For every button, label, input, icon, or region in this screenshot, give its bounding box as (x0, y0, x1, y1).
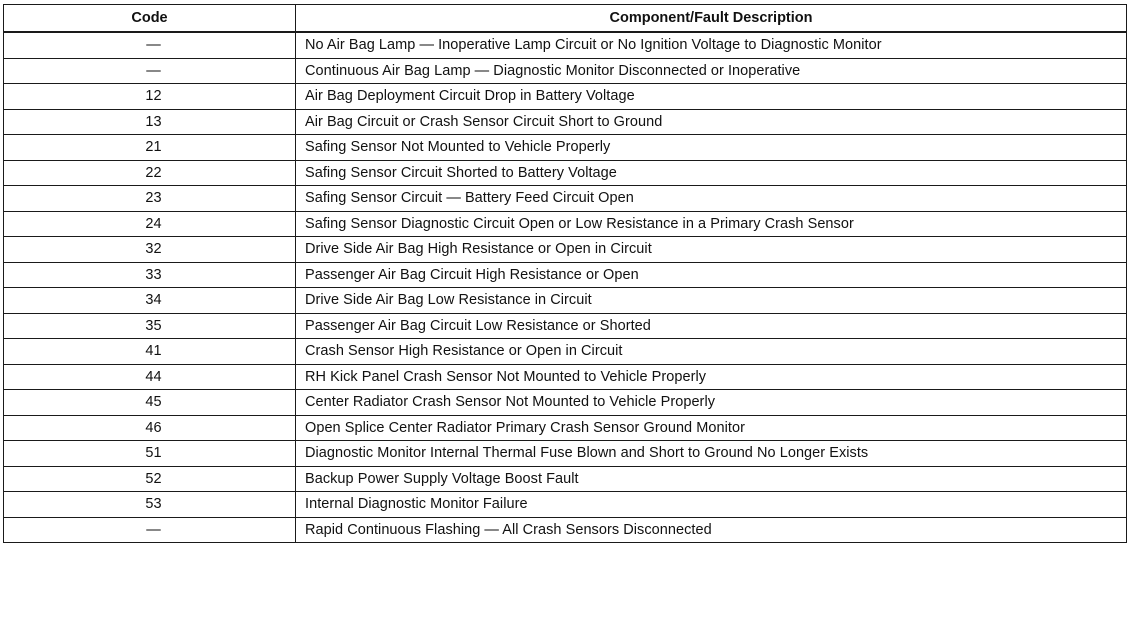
code-cell: 53 (4, 492, 296, 518)
code-cell: 51 (4, 441, 296, 467)
description-cell: Safing Sensor Circuit Shorted to Battery Voltage (296, 160, 1127, 186)
description-cell: Diagnostic Monitor Internal Thermal Fuse Blown and Short to Ground No Longer Exists (296, 441, 1127, 467)
table-row (4, 517, 1127, 543)
description-cell: Air Bag Deployment Circuit Drop in Battery Voltage (296, 84, 1127, 110)
description-cell: Passenger Air Bag Circuit High Resistance or Open (296, 262, 1127, 288)
code-cell: 24 (4, 211, 296, 237)
code-cell: 13 (4, 109, 296, 135)
description-cell: Drive Side Air Bag Low Resistance in Circuit (296, 288, 1127, 314)
table-row (4, 364, 1127, 390)
description-cell: Crash Sensor High Resistance or Open in Circuit (296, 339, 1127, 365)
description-cell: Safing Sensor Circuit — Battery Feed Circuit Open (296, 186, 1127, 212)
code-cell: 22 (4, 160, 296, 186)
code-cell: 45 (4, 390, 296, 416)
description-cell: Backup Power Supply Voltage Boost Fault (296, 466, 1127, 492)
table-row (4, 466, 1127, 492)
table-row (4, 313, 1127, 339)
table-row (4, 211, 1127, 237)
description-column-header: Component/Fault Description (296, 5, 1127, 33)
table-header (4, 5, 1127, 33)
description-cell: Rapid Continuous Flashing — All Crash Sensors Disconnected (296, 517, 1127, 543)
table-row (4, 339, 1127, 365)
code-cell: 35 (4, 313, 296, 339)
description-cell: Safing Sensor Diagnostic Circuit Open or Low Resistance in a Primary Crash Sensor (296, 211, 1127, 237)
fault-code-table (3, 4, 1127, 543)
table-row (4, 32, 1127, 58)
table-row (4, 262, 1127, 288)
table-row (4, 441, 1127, 467)
table-row (4, 186, 1127, 212)
code-cell: — (4, 58, 296, 84)
description-cell: Air Bag Circuit or Crash Sensor Circuit Short to Ground (296, 109, 1127, 135)
code-cell: — (4, 517, 296, 543)
description-cell: Continuous Air Bag Lamp — Diagnostic Monitor Disconnected or Inoperative (296, 58, 1127, 84)
description-cell: Center Radiator Crash Sensor Not Mounted to Vehicle Properly (296, 390, 1127, 416)
table-row (4, 160, 1127, 186)
code-cell: 23 (4, 186, 296, 212)
description-cell: RH Kick Panel Crash Sensor Not Mounted to Vehicle Properly (296, 364, 1127, 390)
table-row (4, 58, 1127, 84)
description-cell: Open Splice Center Radiator Primary Crash Sensor Ground Monitor (296, 415, 1127, 441)
table-row (4, 135, 1127, 161)
code-cell: 34 (4, 288, 296, 314)
code-cell: — (4, 32, 296, 58)
header-row (4, 5, 1127, 33)
code-cell: 32 (4, 237, 296, 263)
table-row (4, 492, 1127, 518)
code-column-header: Code (4, 5, 296, 33)
code-cell: 12 (4, 84, 296, 110)
table-body (4, 32, 1127, 543)
table-row (4, 415, 1127, 441)
table-row (4, 109, 1127, 135)
description-cell: Safing Sensor Not Mounted to Vehicle Properly (296, 135, 1127, 161)
description-cell: Internal Diagnostic Monitor Failure (296, 492, 1127, 518)
description-cell: No Air Bag Lamp — Inoperative Lamp Circuit or No Ignition Voltage to Diagnostic Monitor (296, 32, 1127, 58)
table-row (4, 84, 1127, 110)
table-row (4, 390, 1127, 416)
description-cell: Passenger Air Bag Circuit Low Resistance or Shorted (296, 313, 1127, 339)
code-cell: 41 (4, 339, 296, 365)
code-cell: 44 (4, 364, 296, 390)
code-cell: 33 (4, 262, 296, 288)
description-cell: Drive Side Air Bag High Resistance or Open in Circuit (296, 237, 1127, 263)
code-cell: 21 (4, 135, 296, 161)
code-cell: 52 (4, 466, 296, 492)
table-row (4, 288, 1127, 314)
code-cell: 46 (4, 415, 296, 441)
table-row (4, 237, 1127, 263)
